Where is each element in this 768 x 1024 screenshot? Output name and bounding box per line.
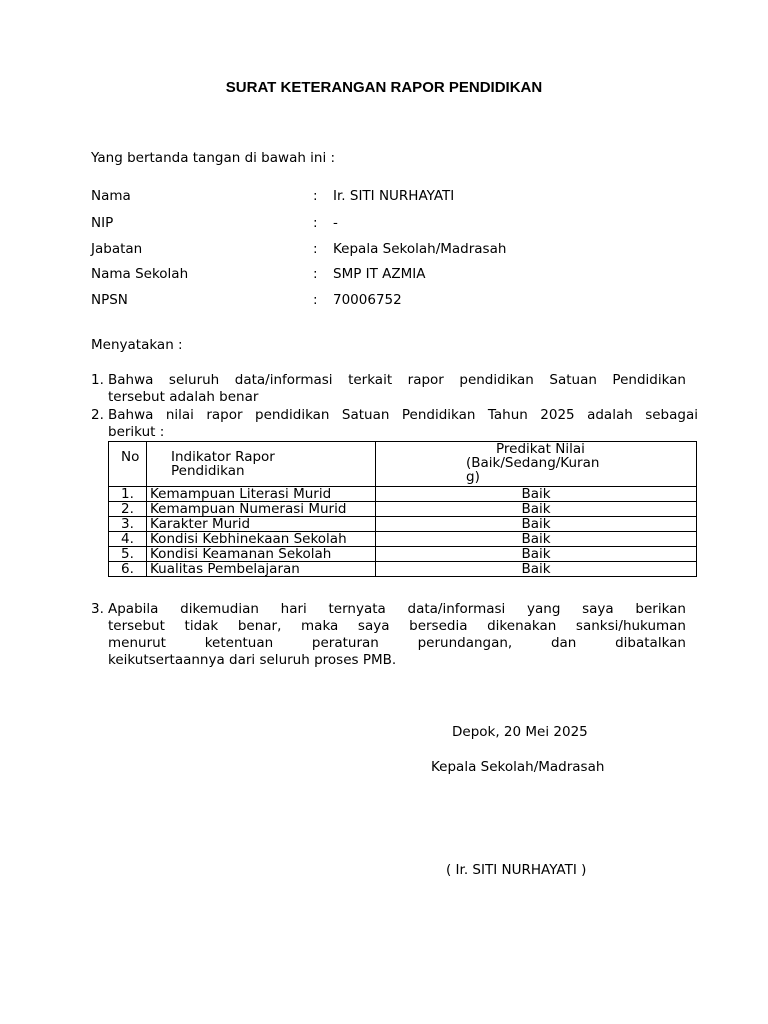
item-1-text: [108, 372, 686, 406]
row-indikator: Kondisi Kebhinekaan Sekolah: [147, 532, 376, 547]
table-row: [109, 517, 697, 532]
signature-place-date: Depok, 20 Mei 2025: [452, 724, 588, 740]
field-colon: :: [313, 292, 318, 308]
field-value-jabatan: Kepala Sekolah/Madrasah: [333, 241, 507, 257]
field-label-nama: Nama: [91, 188, 131, 204]
header-predikat-line-1: Predikat Nilai: [496, 441, 585, 457]
row-predikat: Baik: [376, 502, 697, 517]
header-indikator: [147, 442, 376, 487]
table-row: [109, 502, 697, 517]
row-predikat: Baik: [376, 487, 697, 502]
menyatakan-text: Menyatakan :: [91, 337, 183, 353]
row-indikator: Kualitas Pembelajaran: [147, 562, 376, 577]
header-predikat-line-3: g): [466, 469, 480, 485]
field-colon: :: [313, 241, 318, 257]
row-no: 6.: [109, 562, 147, 577]
header-predikat-line-2: (Baik/Sedang/Kuran: [466, 455, 600, 471]
item-number: 1.: [91, 372, 104, 388]
field-colon: :: [313, 266, 318, 282]
row-indikator: Kemampuan Literasi Murid: [147, 487, 376, 502]
row-no: 5.: [109, 547, 147, 562]
field-colon: :: [313, 188, 318, 204]
item-1-line-1: Bahwa seluruh data/informasi terkait rapor pendidikan Satuan Pendidikan: [108, 372, 686, 388]
field-value-nip: -: [333, 215, 338, 231]
item-3-text: [108, 601, 686, 669]
item-3-line-3: menurut ketentuan peraturan perundangan, dan dibatalkan: [108, 635, 686, 651]
item-3-line-2: tersebut tidak benar, maka saya bersedia dikenakan sanksi/hukuman: [108, 618, 686, 634]
header-indikator-line-1: Indikator Rapor: [171, 449, 275, 465]
item-1-line-2: tersebut adalah benar: [108, 389, 259, 405]
item-2-line-1: Bahwa nilai rapor pendidikan Satuan Pendidikan Tahun 2025 adalah sebagai: [108, 407, 698, 423]
item-3-line-1: Apabila dikemudian hari ternyata data/informasi yang saya berikan: [108, 601, 686, 617]
item-2-line-2: berikut :: [108, 424, 165, 440]
table-row: [109, 532, 697, 547]
field-label-jabatan: Jabatan: [91, 241, 143, 257]
document-title: SURAT KETERANGAN RAPOR PENDIDIKAN: [225, 79, 543, 96]
field-label-nama-sekolah: Nama Sekolah: [91, 266, 189, 282]
row-predikat: Baik: [376, 562, 697, 577]
table-row: [109, 562, 697, 577]
header-indikator-line-2: Pendidikan: [171, 463, 245, 479]
row-indikator: Karakter Murid: [147, 517, 376, 532]
row-no: 2.: [109, 502, 147, 517]
row-predikat: Baik: [376, 547, 697, 562]
signature-name: ( Ir. SITI NURHAYATI ): [446, 862, 587, 878]
header-predikat: [376, 442, 697, 487]
row-indikator: Kondisi Keamanan Sekolah: [147, 547, 376, 562]
row-no: 3.: [109, 517, 147, 532]
row-predikat: Baik: [376, 517, 697, 532]
field-value-npsn: 70006752: [333, 292, 402, 308]
item-number: 3.: [91, 601, 104, 617]
row-indikator: Kemampuan Numerasi Murid: [147, 502, 376, 517]
item-number: 2.: [91, 407, 104, 423]
item-2-text: [108, 407, 698, 441]
field-colon: :: [313, 215, 318, 231]
item-3-line-4: keikutsertaannya dari seluruh proses PMB.: [108, 652, 397, 668]
row-predikat: Baik: [376, 532, 697, 547]
signature-position: Kepala Sekolah/Madrasah: [431, 759, 605, 775]
field-value-nama: Ir. SITI NURHAYATI: [333, 188, 455, 204]
table-row: [109, 487, 697, 502]
field-value-nama-sekolah: SMP IT AZMIA: [333, 266, 426, 282]
intro-text: Yang bertanda tangan di bawah ini :: [91, 150, 336, 166]
field-label-nip: NIP: [91, 215, 114, 231]
rapor-table: [108, 441, 697, 577]
table-header-row: [109, 442, 697, 487]
field-label-npsn: NPSN: [91, 292, 128, 308]
row-no: 1.: [109, 487, 147, 502]
table-row: [109, 547, 697, 562]
row-no: 4.: [109, 532, 147, 547]
header-no: No: [109, 442, 147, 487]
